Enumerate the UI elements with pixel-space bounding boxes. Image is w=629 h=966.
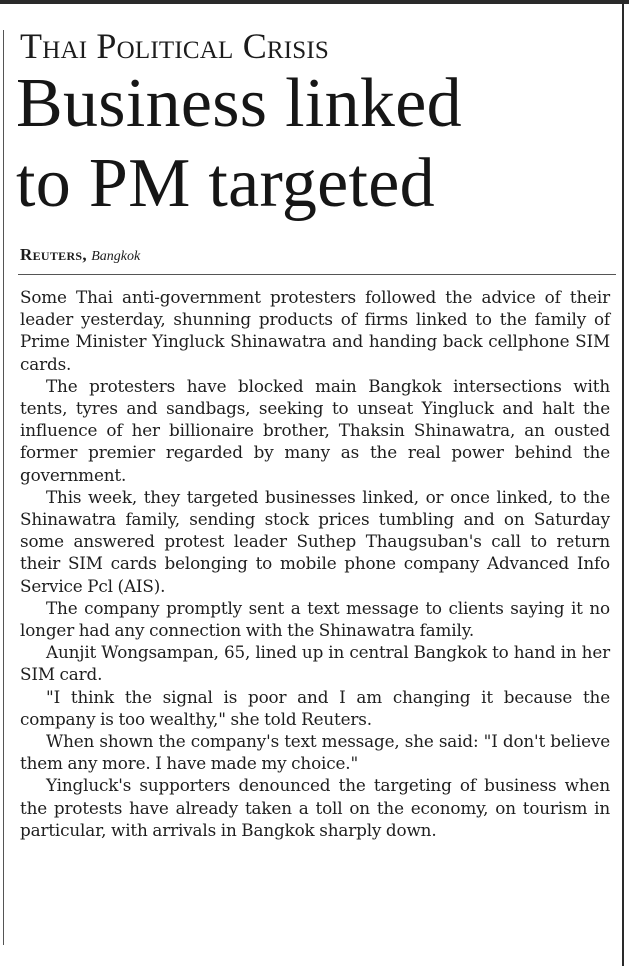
top-border-rule <box>0 0 629 4</box>
paragraph: Yingluck's supporters denounced the targeting of business when the protests have already taken a toll on the economy, on tourism in particular, with arrivals in Bangkok sharply down. <box>20 775 610 840</box>
kicker: Thai Political Crisis <box>20 26 330 66</box>
paragraph: Some Thai anti-government protesters followed the advice of their leader yesterday, shunning products of firms linked to the family of Prime Minister Yingluck Shinawatra and handing back cellphone SIM cards. <box>20 287 610 374</box>
headline-line-2: to PM targeted <box>16 145 435 222</box>
right-column-rule <box>622 0 624 966</box>
paragraph: The protesters have blocked main Bangkok intersections with tents, tyres and sandbags, seeking to unseat Yingluck and halt the influence of her billionaire brother, Thaksin Shinawatra, an ousted former premier regarded by many as the real power behind the government. <box>20 375 610 485</box>
byline-place: Bangkok <box>91 249 141 264</box>
paragraph: "I think the signal is poor and I am changing it because the company is too wealthy," she told Reuters. <box>20 686 610 729</box>
left-column-rule <box>3 30 4 945</box>
byline-agency: Reuters, <box>20 245 87 264</box>
headline-line-1: Business linked <box>16 65 462 142</box>
article-body <box>20 286 610 841</box>
byline <box>20 245 140 267</box>
headline <box>16 64 462 224</box>
paragraph: The company promptly sent a text message to clients saying it no longer had any connection with the Shinawatra family. <box>20 597 610 641</box>
paragraph: Aunjit Wongsampan, 65, lined up in central Bangkok to hand in her SIM card. <box>20 642 610 685</box>
paragraph: When shown the company's text message, she said: "I don't believe them any more. I have made my choice." <box>20 731 610 774</box>
paragraph: This week, they targeted businesses linked, or once linked, to the Shinawatra family, sending stock prices tumbling and on Saturday some answered protest leader Suthep Thaugsuban's call to return their SIM cards belonging to mobile phone company Advanced Info Service Pcl (AIS). <box>20 486 610 596</box>
byline-divider <box>18 274 616 275</box>
